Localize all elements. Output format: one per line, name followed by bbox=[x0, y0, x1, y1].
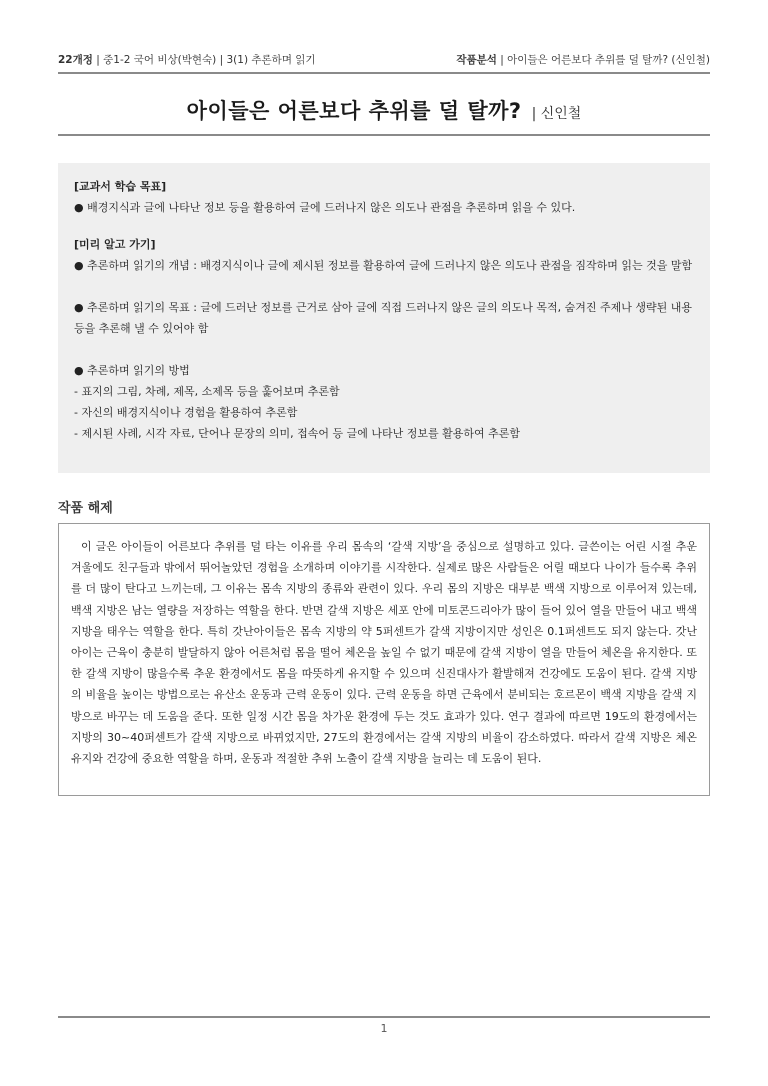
title-row bbox=[58, 95, 710, 125]
inference-reading-purpose: ● 추론하며 읽기의 목표 : 글에 드러난 정보를 근거로 삼아 글에 직접 드러나지 않은 글의 의도나 목적, 숨겨진 주제나 생략된 내용 등을 추론해 낼 수 있어야 함 bbox=[74, 301, 693, 335]
page-number: 1 bbox=[380, 1022, 388, 1035]
page-title: 아이들은 어른보다 추위를 덜 탈까? bbox=[186, 99, 522, 123]
footer-divider bbox=[58, 1016, 710, 1018]
page-header bbox=[58, 52, 710, 70]
header-course-info bbox=[58, 52, 316, 67]
preview-heading: [미리 알고 가기] bbox=[74, 238, 156, 251]
inference-reading-method-title: ● 추론하며 읽기의 방법 bbox=[74, 364, 190, 377]
textbook-goal-item: ● 배경지식과 글에 나타난 정보 등을 활용하여 글에 드러나지 않은 의도나 관점을 추론하며 읽을 수 있다. bbox=[74, 201, 576, 214]
analysis-section-title: 작품 해제 bbox=[58, 501, 113, 516]
title-divider bbox=[58, 134, 710, 136]
method-item: - 자신의 배경지식이나 경험을 활용하여 추론함 bbox=[74, 406, 298, 419]
header-category: 작품분석 bbox=[456, 54, 497, 66]
header-course-path: | 중1-2 국어 비상(박현숙) | 3(1) 추론하며 읽기 bbox=[92, 54, 316, 66]
method-item: - 제시된 사례, 시각 자료, 단어나 문장의 의미, 접속어 등 글에 나타난 정보를 활용하여 추론함 bbox=[74, 427, 520, 440]
textbook-goal-heading: [교과서 학습 목표] bbox=[74, 180, 167, 193]
author-name: | 신인철 bbox=[531, 106, 582, 122]
spacer bbox=[74, 276, 695, 297]
spacer bbox=[74, 339, 695, 360]
method-item: - 표지의 그림, 차례, 제목, 소제목 등을 훑어보며 추론함 bbox=[74, 385, 340, 398]
analysis-body-text: 이 글은 아이들이 어른보다 추위를 덜 타는 이유를 우리 몸속의 ‘갈색 지방’을 중심으로 설명하고 있다. 글쓴이는 어린 시절 추운 겨울에도 친구들과 밖에서 뛰어놀았던 경험을 소개하며 이야기를 시작한다. 실제로 많은 사람들은 어릴 때보다 나이가 들수록 추위를 더 많이 탄다고 느끼는데, 그 이유는 몸속 지방의 종류와 관련이 있다. 우리 몸의 지방은 대부분 백색 지방으로 이루어져 있는데, 백색 지방은 남는 열량을 저장하는 역할을 한다. 반면 갈색 지방은 세포 안에 미토콘드리아가 많이 들어 있어 열을 만들어 내고 백색 지방을 태우는 역할을 한다. 특히 갓난아이들은 몸속 지방의 약 5퍼센트가 갈색 지방이지만 성인은 0.1퍼센트도 되지 않는다. 갓난아이는 근육이 충분히 발달하지 않아 어른처럼 몸을 떨어 체온을 높일 수 없기 때문에 갈색 지방이 열을 만들어 체온을 유지한다. 또한 갈색 지방이 많을수록 추운 환경에서도 몸을 따뜻하게 유지할 수 있으며 신진대사가 활발해져 건강에도 도움이 된다. 갈색 지방의 비율을 높이는 방법으로는 유산소 운동과 근력 운동이 있다. 근력 운동을 하면 근육에서 분비되는 호르몬이 백색 지방을 갈색 지방으로 바꾸는 데 도움을 준다. 또한 일정 시간 몸을 차가운 환경에 두는 것도 효과가 있다. 연구 결과에 따르면 19도의 환경에서는 지방의 30~40퍼센트가 갈색 지방으로 바뀌었지만, 27도의 환경에서는 갈색 지방의 비율이 감소하였다. 따라서 갈색 지방은 체온 유지와 건강에 중요한 역할을 하며, 운동과 적절한 추위 노출이 갈색 지방을 늘리는 데 도움이 된다. bbox=[71, 540, 697, 766]
header-curriculum-year: 22개정 bbox=[58, 54, 93, 66]
header-work-title: | 아이들은 어른보다 추위를 덜 탈까? (신인철) bbox=[496, 54, 710, 66]
learning-goals-box bbox=[58, 163, 710, 473]
analysis-box bbox=[58, 523, 710, 796]
spacer bbox=[74, 218, 695, 234]
inference-reading-concept: ● 추론하며 읽기의 개념 : 배경지식이나 글에 제시된 정보를 활용하여 글에 드러나지 않은 의도나 관점을 짐작하며 읽는 것을 말함 bbox=[74, 259, 693, 272]
header-work-info bbox=[456, 52, 710, 67]
header-divider bbox=[58, 72, 710, 74]
